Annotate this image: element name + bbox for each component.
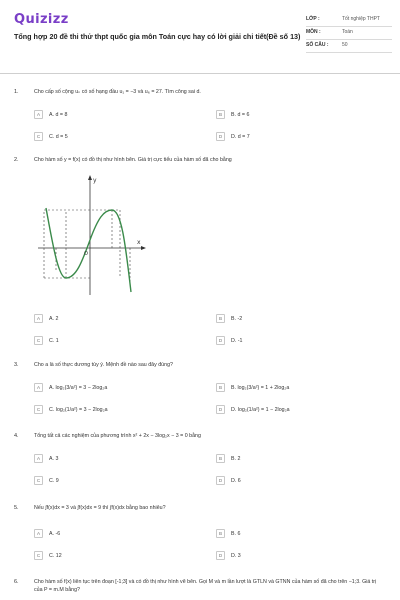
question-text: Nếu ∫f(x)dx = 3 và ∫f(x)dx = 9 thì ∫f(x)dx bằng bao nhiêu? — [34, 505, 166, 511]
option-a[interactable]: A A. 2 — [34, 313, 58, 324]
question-number: 4. — [14, 433, 19, 439]
option-b[interactable]: B B. log₂(3/a²) = 1 + 2log₂a — [216, 382, 289, 393]
option-c[interactable]: C C. 12 — [34, 550, 62, 561]
function-graph — [34, 170, 154, 300]
option-a[interactable]: A A. 3 — [34, 453, 58, 464]
meta-class: LỚP : Tốt nghiệp THPT — [306, 14, 392, 27]
question-text: Cho a là số thực dương tùy ý. Mệnh đề nào sau đây đúng? — [34, 362, 173, 368]
question-number: 6. — [14, 579, 19, 585]
meta-question-count: SỐ CÂU : 50 — [306, 40, 392, 53]
option-b[interactable]: B B. -2 — [216, 313, 242, 324]
question-number: 3. — [14, 362, 19, 368]
option-b[interactable]: B B. d = 6 — [216, 109, 249, 120]
x-axis-arrow-icon — [141, 246, 146, 250]
option-d[interactable]: D D. 6 — [216, 475, 241, 486]
option-d[interactable]: D D. 3 — [216, 550, 241, 561]
question-text: Cho hàm số y = f(x) có đồ thị như hình bên. Giá trị cực tiểu của hàm số đã cho bằng — [34, 157, 232, 163]
y-axis-arrow-icon — [88, 175, 92, 180]
option-a[interactable]: A A. d = 8 — [34, 109, 67, 120]
page-header — [0, 0, 400, 74]
function-curve — [46, 208, 131, 292]
question-text: Cho hàm số f(x) liên tục trên đoạn [-1;3] và có đồ thị như hình vẽ bên. Gọi M và m lần lượt là GTLN và GTNN của hàm số đã cho trên −1;3. Giá trị của P = m.M bằng? — [34, 579, 377, 593]
meta-subject: MÔN : Toán — [306, 27, 392, 40]
option-c[interactable]: C C. d = 5 — [34, 131, 68, 142]
question-number: 5. — [14, 505, 19, 511]
x-axis-label: x — [137, 239, 141, 246]
meta-info — [306, 14, 392, 53]
document-title: Tổng hợp 20 đề thi thử thpt quốc gia môn Toán cực hay có lời giải chi tiết(Đề số 13) — [14, 32, 301, 41]
origin-label: O — [84, 251, 88, 257]
option-d[interactable]: D D. log₂(1/a²) = 1 − 2log₂a — [216, 404, 290, 415]
option-d[interactable]: D D. d = 7 — [216, 131, 250, 142]
question-text: Tổng tất cả các nghiệm của phương trình x² + 2x − 3log₂x − 3 = 0 bằng — [34, 433, 201, 439]
option-b[interactable]: B B. 6 — [216, 528, 240, 539]
option-a[interactable]: A A. -6 — [34, 528, 60, 539]
y-axis-label: y — [93, 177, 97, 184]
option-c[interactable]: C C. 9 — [34, 475, 59, 486]
option-a[interactable]: A A. log₂(3/a²) = 3 − 2log₂a — [34, 382, 107, 393]
option-d[interactable]: D D. -1 — [216, 335, 242, 346]
question-number: 2. — [14, 157, 19, 163]
question-number: 1. — [14, 89, 19, 95]
option-c[interactable]: C C. 1 — [34, 335, 59, 346]
option-b[interactable]: B B. 2 — [216, 453, 240, 464]
quizizz-logo: Quizizz — [14, 12, 69, 27]
option-c[interactable]: C C. log₂(1/a²) = 3 − 2log₂a — [34, 404, 108, 415]
question-text: Cho cấp số cộng uₙ có số hạng đầu u₁ = −3 và u₆ = 27. Tìm công sai d. — [34, 89, 201, 95]
